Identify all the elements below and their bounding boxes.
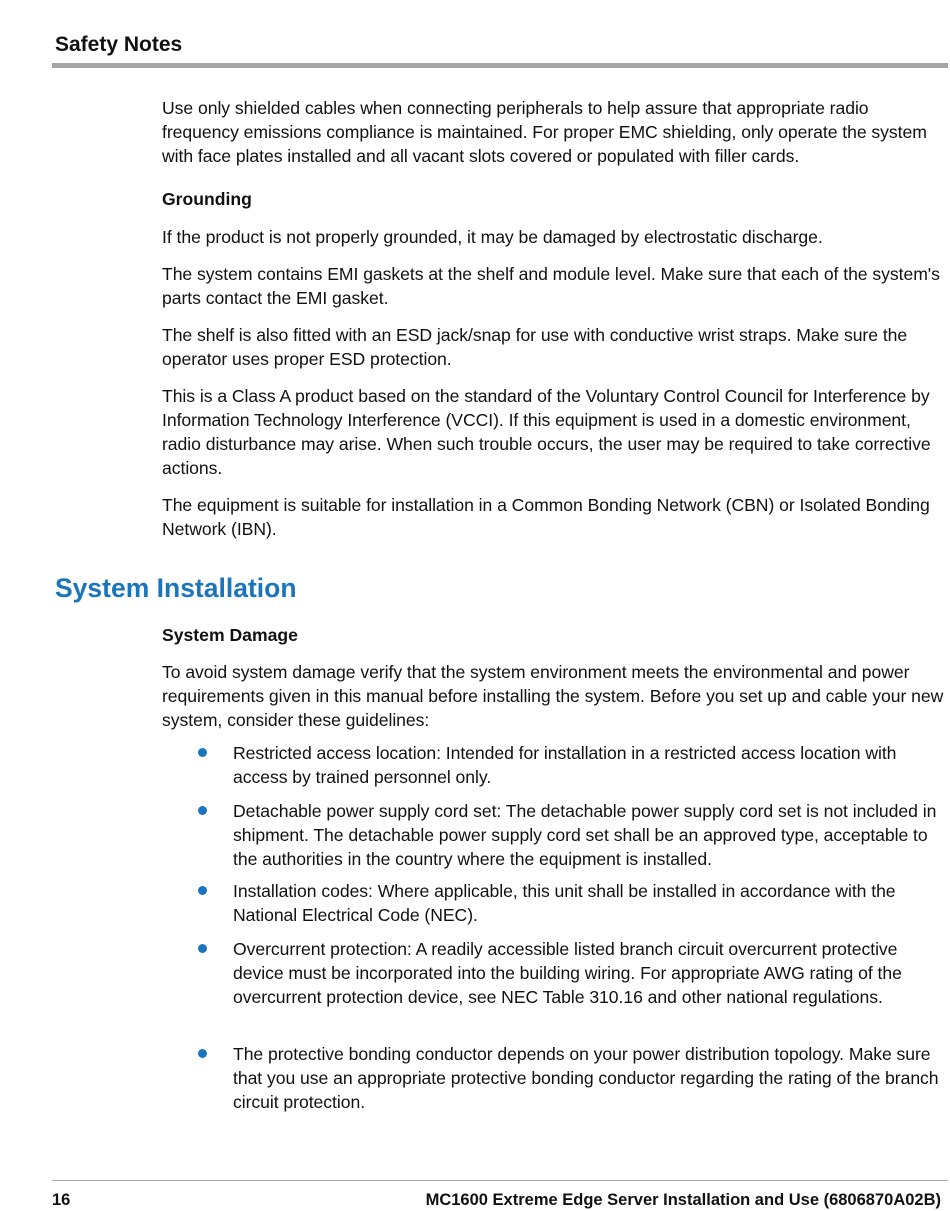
bullet-dot-icon <box>198 806 207 815</box>
system-damage-paragraph: To avoid system damage verify that the system environment meets the environmental and power requirements given in this manual before installing the system. Before you set up and cable your new system, consider these guidelines: <box>162 662 944 730</box>
system-damage-heading: System Damage <box>162 625 298 645</box>
grounding-paragraph-1: If the product is not properly grounded, it may be damaged by electrostatic discharge. <box>162 227 823 247</box>
grounding-heading: Grounding <box>162 189 252 209</box>
grounding-paragraph-5: The equipment is suitable for installation in a Common Bonding Network (CBN) or Isolated Bonding Network (IBN). <box>162 495 930 539</box>
grounding-paragraph-3: The shelf is also fitted with an ESD jack/snap for use with conductive wrist straps. Make sure the operator uses proper ESD protection. <box>162 325 908 369</box>
intro-paragraph: Use only shielded cables when connecting peripherals to help assure that appropriate radio frequency emissions compliance is maintained. For proper EMC shielding, only operate the system with face plates installed and all vacant slots covered or populated with filler cards. <box>162 98 927 166</box>
grounding-paragraph-2: The system contains EMI gaskets at the shelf and module level. Make sure that each of the system's parts contact the EMI gasket. <box>162 264 940 308</box>
bullet-dot-icon <box>198 944 207 953</box>
bullet-dot-icon <box>198 748 207 757</box>
footer-rule <box>52 1180 948 1181</box>
list-item: Detachable power supply cord set: The detachable power supply cord set is not included in shipment. The detachable power supply cord set shall be an approved type, acceptable to the authorities in the country where the equipment is installed. <box>233 801 937 869</box>
footer-document-title: MC1600 Extreme Edge Server Installation and Use (6806870A02B) <box>425 1191 941 1209</box>
footer-page-number: 16 <box>52 1191 71 1209</box>
header-rule <box>52 63 948 68</box>
list-item: Installation codes: Where applicable, this unit shall be installed in accordance with the National Electrical Code (NEC). <box>233 881 896 925</box>
bullet-dot-icon <box>198 1049 207 1058</box>
grounding-paragraph-4: This is a Class A product based on the standard of the Voluntary Control Council for Interference by Information Technology Interference (VCCI). If this equipment is used in a domestic environment, radio disturbance may arise. When such trouble occurs, the user may be required to take corrective actions. <box>162 386 931 478</box>
bullet-dot-icon <box>198 886 207 895</box>
list-item: Restricted access location: Intended for installation in a restricted access location with access by trained personnel only. <box>233 743 897 787</box>
section-heading-system-installation: System Installation <box>55 573 297 603</box>
page-header-title: Safety Notes <box>55 33 183 56</box>
list-item: Overcurrent protection: A readily accessible listed branch circuit overcurrent protective device must be incorporated into the building wiring. For appropriate AWG rating of the overcurrent protection device, see NEC Table 310.16 and other national regulations. <box>233 939 902 1007</box>
list-item: The protective bonding conductor depends on your power distribution topology. Make sure that you use an appropriate protective bonding conductor regarding the rating of the branch circuit protection. <box>233 1044 939 1112</box>
